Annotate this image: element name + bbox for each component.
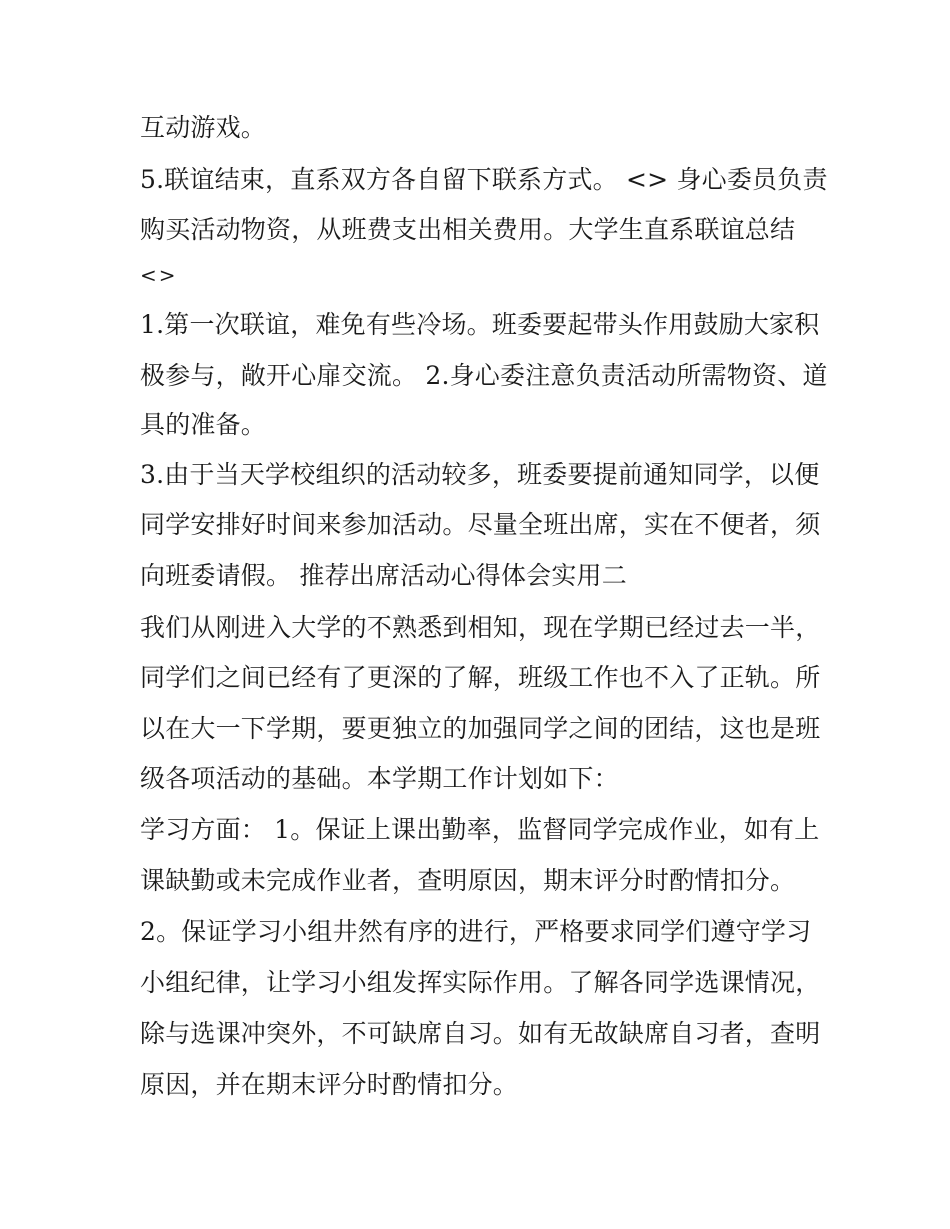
text-line: 具的准备。 xyxy=(140,410,267,439)
text-line: 原因，并在期末评分时酌情扣分。 xyxy=(140,1070,519,1099)
text-line: 5.联谊结束，直系双方各自留下联系方式。 <> 身心委员负责 xyxy=(140,165,828,194)
text-line: 我们从刚进入大学的不熟悉到相知，现在学期已经过去一半， xyxy=(140,613,821,642)
text-line: 2。保证学习小组井然有序的进行，严格要求同学们遵守学习 xyxy=(140,917,812,946)
text-line: 以在大一下学期，要更独立的加强同学之间的团结，这也是班 xyxy=(140,714,821,743)
text-line: 3.由于当天学校组织的活动较多，班委要提前通知同学，以便 xyxy=(140,460,820,489)
text-line: 级各项活动的基础。本学期工作计划如下： xyxy=(140,764,619,793)
text-line: 购买活动物资，从班费支出相关费用。大学生直系联谊总结 xyxy=(140,215,796,244)
text-line: 除与选课冲突外，不可缺席自习。如有无故缺席自习者，查明 xyxy=(140,1019,821,1048)
text-line: 同学们之间已经有了更深的了解，班级工作也不入了正轨。所 xyxy=(140,663,821,692)
text-line: <> xyxy=(140,263,178,287)
text-line: 互动游戏。 xyxy=(140,113,267,142)
text-line: 小组纪律，让学习小组发挥实际作用。了解各同学选课情况， xyxy=(140,968,821,997)
text-line: 极参与，敞开心扉交流。 2.身心委注意负责活动所需物资、道 xyxy=(140,361,828,390)
text-line: 向班委请假。 推荐出席活动心得体会实用二 xyxy=(140,561,627,590)
text-line: 课缺勤或未完成作业者，查明原因，期末评分时酌情扣分。 xyxy=(140,866,796,895)
text-line: 同学安排好时间来参加活动。尽量全班出席，实在不便者，须 xyxy=(140,510,821,539)
text-line: 1.第一次联谊，难免有些冷场。班委要起带头作用鼓励大家积 xyxy=(140,310,820,339)
text-line: 学习方面： 1。保证上课出勤率，监督同学完成作业，如有上 xyxy=(140,815,820,844)
